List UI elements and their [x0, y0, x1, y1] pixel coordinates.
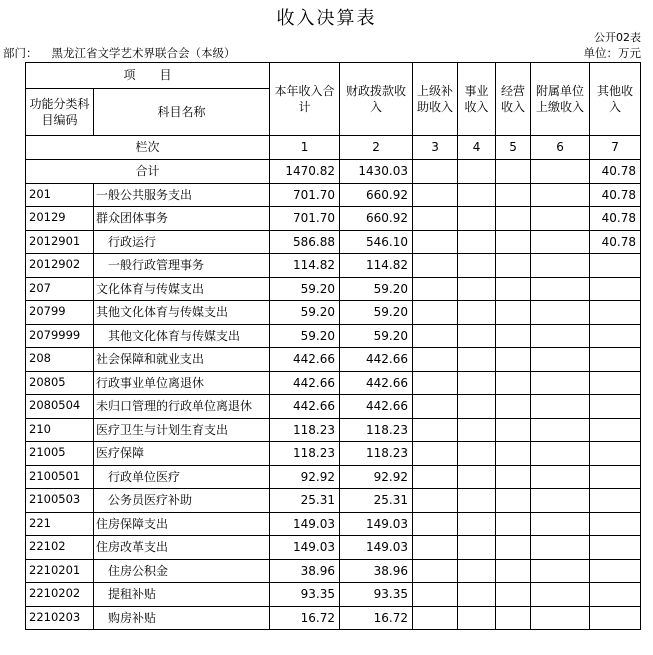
cell-other [590, 489, 641, 513]
cell-superior [413, 465, 458, 489]
cell-code: 2100503 [26, 489, 94, 513]
cell-superior [413, 207, 458, 231]
cell-total-income: 701.70 [270, 183, 340, 207]
cell-superior [413, 254, 458, 278]
cell-code: 221 [26, 512, 94, 536]
cell-operating [496, 348, 531, 372]
cell-total-income: 701.70 [270, 207, 340, 231]
cell-superior [413, 512, 458, 536]
cell-fiscal: 93.35 [340, 583, 413, 607]
cell-total-income: 442.66 [270, 371, 340, 395]
cell-code: 2210203 [26, 606, 94, 630]
cell-total-income: 25.31 [270, 489, 340, 513]
cell-operating [496, 442, 531, 466]
table-row [26, 559, 641, 583]
cell-subject-name: 住房公积金 [94, 559, 270, 583]
header-func-code: 功能分类科目编码 [26, 89, 94, 136]
index-col: 4 [458, 136, 496, 160]
cell-fiscal: 660.92 [340, 183, 413, 207]
cell-fiscal: 149.03 [340, 536, 413, 560]
cell-fiscal: 442.66 [340, 371, 413, 395]
cell-other: 40.78 [590, 207, 641, 231]
form-number: 公开02表 [594, 31, 641, 44]
cell-operating [496, 254, 531, 278]
cell-business [458, 606, 496, 630]
cell-total-income: 59.20 [270, 301, 340, 325]
cell-other [590, 559, 641, 583]
cell-fiscal: 660.92 [340, 207, 413, 231]
table-row [26, 395, 641, 419]
cell-other: 40.78 [590, 230, 641, 254]
cell-subject-name: 医疗卫生与计划生育支出 [94, 418, 270, 442]
cell-subject-name: 公务员医疗补助 [94, 489, 270, 513]
cell-superior [413, 559, 458, 583]
table-row [26, 301, 641, 325]
table-row [26, 418, 641, 442]
cell-total-income: 16.72 [270, 606, 340, 630]
index-col: 1 [270, 136, 340, 160]
cell-code: 22102 [26, 536, 94, 560]
cell-subject-name: 其他文化体育与传媒支出 [94, 324, 270, 348]
cell-business [458, 442, 496, 466]
cell-superior [413, 301, 458, 325]
cell-code: 2012901 [26, 230, 94, 254]
cell-fiscal: 38.96 [340, 559, 413, 583]
header-fiscal: 财政拨款收入 [340, 63, 413, 136]
cell-affiliated [531, 536, 590, 560]
cell-other [590, 371, 641, 395]
cell-code: 2012902 [26, 254, 94, 278]
table-row [26, 230, 641, 254]
cell-operating [496, 489, 531, 513]
cell-fiscal: 25.31 [340, 489, 413, 513]
cell-operating [496, 277, 531, 301]
cell-fiscal: 59.20 [340, 277, 413, 301]
cell-other: 40.78 [590, 183, 641, 207]
table-row [26, 277, 641, 301]
total-other-value: 40.78 [590, 160, 641, 184]
cell-other [590, 418, 641, 442]
index-col: 7 [590, 136, 641, 160]
cell-subject-name: 一般行政管理事务 [94, 254, 270, 278]
cell-business [458, 418, 496, 442]
cell-subject-name: 购房补贴 [94, 606, 270, 630]
cell-operating [496, 418, 531, 442]
total-row [26, 160, 641, 184]
cell-subject-name: 行政事业单位离退休 [94, 371, 270, 395]
cell-subject-name: 提租补贴 [94, 583, 270, 607]
cell-other [590, 395, 641, 419]
cell-affiliated [531, 348, 590, 372]
index-col: 2 [340, 136, 413, 160]
cell-total-income: 149.03 [270, 512, 340, 536]
index-label: 栏次 [26, 136, 270, 160]
cell-other [590, 465, 641, 489]
cell-other [590, 348, 641, 372]
cell-business [458, 583, 496, 607]
cell-business [458, 207, 496, 231]
cell-superior [413, 583, 458, 607]
cell-subject-name: 群众团体事务 [94, 207, 270, 231]
cell-affiliated [531, 230, 590, 254]
header-affiliated: 附属单位上缴收入 [531, 63, 590, 136]
cell-other [590, 277, 641, 301]
cell-code: 2100501 [26, 465, 94, 489]
cell-subject-name: 行政运行 [94, 230, 270, 254]
cell-operating [496, 583, 531, 607]
header-total-income: 本年收入合计 [270, 63, 340, 136]
cell-subject-name: 住房保障支出 [94, 512, 270, 536]
cell-operating [496, 559, 531, 583]
cell-superior [413, 277, 458, 301]
header-item: 项 目 [26, 63, 270, 89]
cell-subject-name: 住房改革支出 [94, 536, 270, 560]
cell-business [458, 371, 496, 395]
cell-code: 2080504 [26, 395, 94, 419]
table-row [26, 442, 641, 466]
table-row [26, 583, 641, 607]
cell-total-income: 442.66 [270, 395, 340, 419]
cell-fiscal: 59.20 [340, 301, 413, 325]
cell-total-income: 118.23 [270, 442, 340, 466]
cell-other [590, 301, 641, 325]
table-row [26, 512, 641, 536]
cell-fiscal: 149.03 [340, 512, 413, 536]
cell-superior [413, 536, 458, 560]
cell-business [458, 465, 496, 489]
cell-total-income: 586.88 [270, 230, 340, 254]
total-operating-value [496, 160, 531, 184]
header-row-1 [26, 63, 641, 89]
cell-operating [496, 536, 531, 560]
cell-business [458, 512, 496, 536]
cell-operating [496, 207, 531, 231]
cell-total-income: 38.96 [270, 559, 340, 583]
cell-business [458, 489, 496, 513]
unit-label: 单位：万元 [583, 46, 641, 60]
table-row [26, 489, 641, 513]
cell-operating [496, 230, 531, 254]
header-superior: 上级补助收入 [413, 63, 458, 136]
table-row [26, 465, 641, 489]
cell-superior [413, 606, 458, 630]
cell-total-income: 59.20 [270, 324, 340, 348]
cell-affiliated [531, 418, 590, 442]
cell-operating [496, 324, 531, 348]
cell-business [458, 301, 496, 325]
cell-affiliated [531, 442, 590, 466]
table-row [26, 371, 641, 395]
cell-subject-name: 未归口管理的行政单位离退休 [94, 395, 270, 419]
cell-code: 207 [26, 277, 94, 301]
cell-code: 20799 [26, 301, 94, 325]
cell-business [458, 183, 496, 207]
cell-fiscal: 59.20 [340, 324, 413, 348]
cell-fiscal: 546.10 [340, 230, 413, 254]
cell-business [458, 254, 496, 278]
cell-affiliated [531, 583, 590, 607]
cell-affiliated [531, 395, 590, 419]
cell-fiscal: 16.72 [340, 606, 413, 630]
page-title: 收入决算表 [276, 8, 377, 29]
table-row [26, 207, 641, 231]
header-other: 其他收入 [590, 63, 641, 136]
index-col: 5 [496, 136, 531, 160]
cell-total-income: 92.92 [270, 465, 340, 489]
cell-business [458, 348, 496, 372]
cell-fiscal: 114.82 [340, 254, 413, 278]
cell-operating [496, 183, 531, 207]
cell-other [590, 536, 641, 560]
cell-affiliated [531, 324, 590, 348]
cell-fiscal: 442.66 [340, 395, 413, 419]
cell-total-income: 114.82 [270, 254, 340, 278]
cell-superior [413, 395, 458, 419]
total-label: 合计 [26, 160, 270, 184]
cell-affiliated [531, 183, 590, 207]
cell-code: 210 [26, 418, 94, 442]
cell-affiliated [531, 465, 590, 489]
header-operating: 经营收入 [496, 63, 531, 136]
cell-superior [413, 183, 458, 207]
table-row [26, 324, 641, 348]
table-row [26, 536, 641, 560]
cell-superior [413, 489, 458, 513]
department-line [3, 45, 236, 61]
cell-affiliated [531, 254, 590, 278]
cell-code: 2079999 [26, 324, 94, 348]
header-business: 事业收入 [458, 63, 496, 136]
cell-operating [496, 395, 531, 419]
cell-other [590, 583, 641, 607]
cell-fiscal: 92.92 [340, 465, 413, 489]
cell-other [590, 606, 641, 630]
total-income-value: 1470.82 [270, 160, 340, 184]
cell-code: 21005 [26, 442, 94, 466]
cell-subject-name: 医疗保障 [94, 442, 270, 466]
cell-code: 2210202 [26, 583, 94, 607]
cell-superior [413, 324, 458, 348]
cell-code: 2210201 [26, 559, 94, 583]
cell-subject-name: 一般公共服务支出 [94, 183, 270, 207]
cell-affiliated [531, 207, 590, 231]
cell-operating [496, 371, 531, 395]
cell-operating [496, 606, 531, 630]
cell-affiliated [531, 606, 590, 630]
cell-superior [413, 230, 458, 254]
cell-affiliated [531, 371, 590, 395]
department-name: 黑龙江省文学艺术界联合会（本级） [51, 46, 236, 60]
cell-other [590, 512, 641, 536]
total-affiliated-value [531, 160, 590, 184]
total-superior-value [413, 160, 458, 184]
index-col: 3 [413, 136, 458, 160]
cell-superior [413, 371, 458, 395]
cell-affiliated [531, 301, 590, 325]
cell-code: 20129 [26, 207, 94, 231]
cell-subject-name: 文化体育与传媒支出 [94, 277, 270, 301]
cell-affiliated [531, 559, 590, 583]
total-business-value [458, 160, 496, 184]
income-statement-table [25, 62, 641, 630]
cell-superior [413, 442, 458, 466]
cell-superior [413, 418, 458, 442]
cell-other [590, 254, 641, 278]
cell-business [458, 559, 496, 583]
cell-business [458, 395, 496, 419]
cell-fiscal: 118.23 [340, 442, 413, 466]
cell-superior [413, 348, 458, 372]
department-label: 部门： [3, 46, 38, 60]
cell-affiliated [531, 512, 590, 536]
index-row [26, 136, 641, 160]
header-subject-name: 科目名称 [94, 89, 270, 136]
cell-other [590, 442, 641, 466]
cell-total-income: 149.03 [270, 536, 340, 560]
table-row [26, 606, 641, 630]
cell-code: 20805 [26, 371, 94, 395]
cell-business [458, 277, 496, 301]
cell-total-income: 93.35 [270, 583, 340, 607]
cell-total-income: 59.20 [270, 277, 340, 301]
table-row [26, 183, 641, 207]
cell-affiliated [531, 489, 590, 513]
cell-subject-name: 社会保障和就业支出 [94, 348, 270, 372]
cell-fiscal: 442.66 [340, 348, 413, 372]
cell-total-income: 118.23 [270, 418, 340, 442]
cell-subject-name: 其他文化体育与传媒支出 [94, 301, 270, 325]
cell-code: 201 [26, 183, 94, 207]
total-fiscal-value: 1430.03 [340, 160, 413, 184]
cell-total-income: 442.66 [270, 348, 340, 372]
index-col: 6 [531, 136, 590, 160]
cell-affiliated [531, 277, 590, 301]
cell-business [458, 324, 496, 348]
cell-operating [496, 512, 531, 536]
cell-subject-name: 行政单位医疗 [94, 465, 270, 489]
cell-business [458, 230, 496, 254]
cell-operating [496, 465, 531, 489]
cell-other [590, 324, 641, 348]
cell-business [458, 536, 496, 560]
table-row [26, 254, 641, 278]
table-row [26, 348, 641, 372]
cell-operating [496, 301, 531, 325]
cell-fiscal: 118.23 [340, 418, 413, 442]
cell-code: 208 [26, 348, 94, 372]
